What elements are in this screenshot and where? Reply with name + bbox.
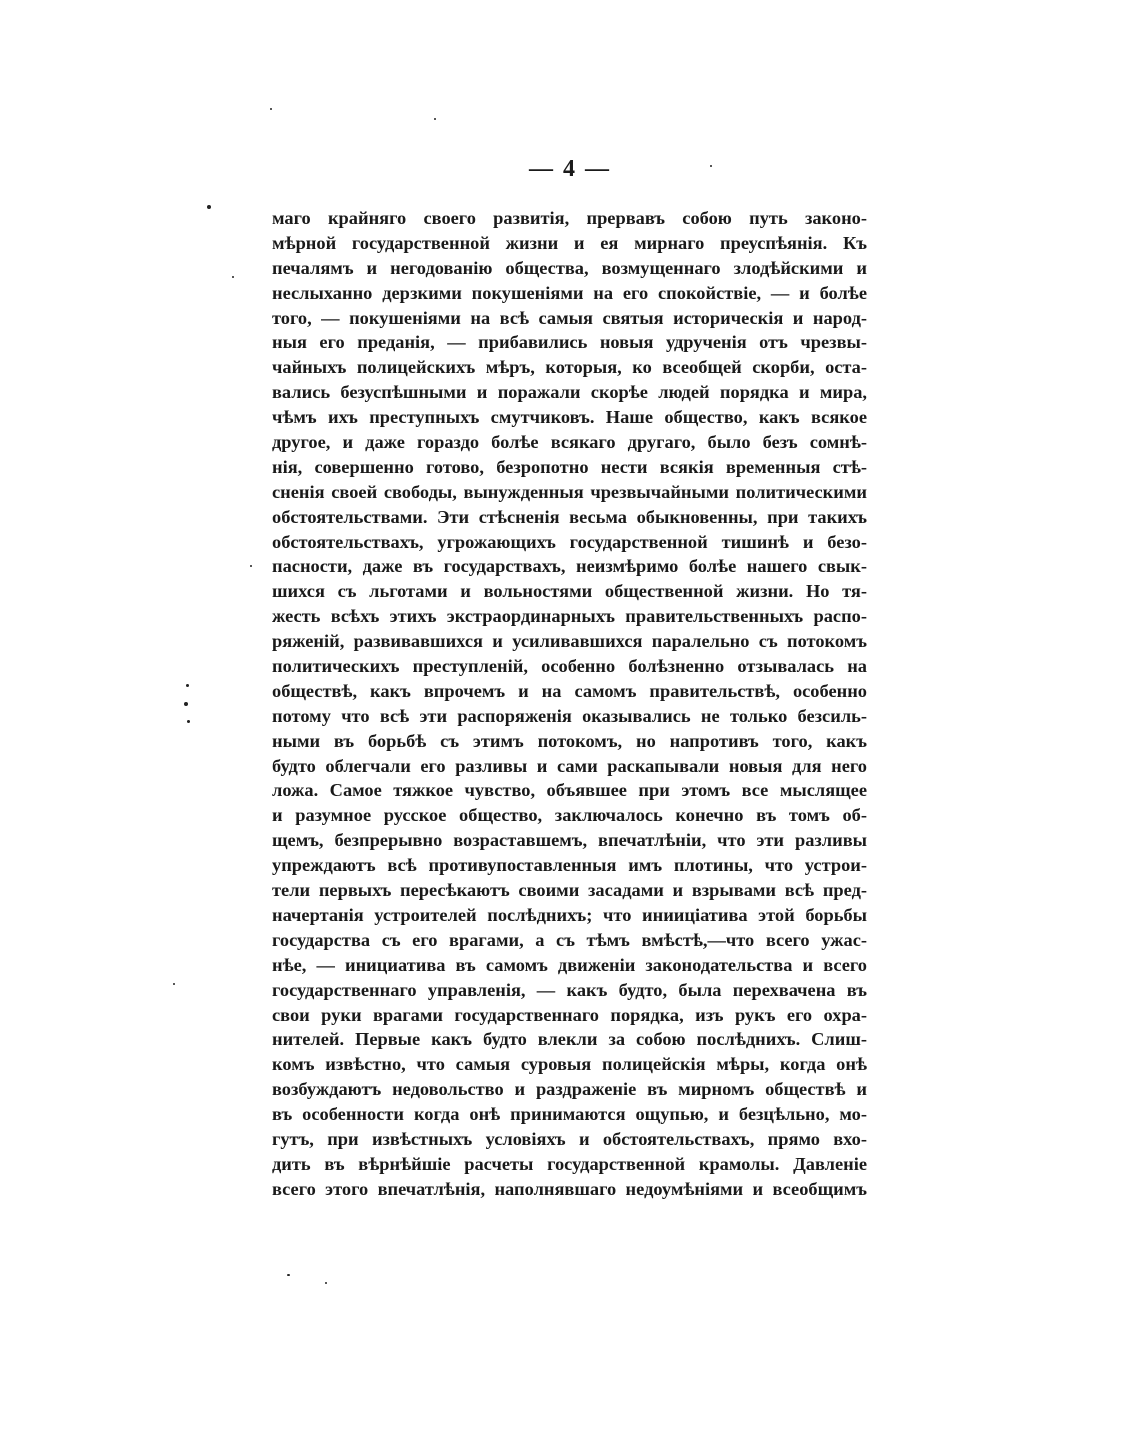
scan-speck bbox=[184, 702, 188, 706]
scan-speck bbox=[186, 684, 189, 687]
text-line: ряженій, развивавшихся и усиливавшихся паралельно съ потокомъ bbox=[272, 631, 867, 652]
text-line: ными въ борьбѣ съ этимъ потокомъ, но напротивъ того, какъ bbox=[272, 730, 867, 751]
text-line: въ особенности когда онѣ принимаются ощупью, и безцѣльно, мо- bbox=[272, 1104, 867, 1125]
text-line: ныя его преданія, — прибавились новыя удрученія отъ чрезвы- bbox=[272, 332, 867, 353]
text-line: свои руки врагами государственнаго порядка, изъ рукъ его охра- bbox=[272, 1004, 867, 1025]
scan-speck bbox=[270, 108, 272, 110]
text-line: будто облегчали его разливы и сами раскапывали новыя для него bbox=[272, 755, 867, 776]
text-line: вались безуспѣшными и поражали скорѣе людей порядка и мира, bbox=[272, 382, 867, 403]
scan-speck bbox=[287, 1274, 290, 1276]
text-line: нѣе, — инициатива въ самомъ движеніи законодательства и всего bbox=[272, 954, 867, 975]
text-line: потому что всѣ эти распоряженія оказывались не только безсиль- bbox=[272, 705, 867, 726]
scan-speck bbox=[173, 983, 175, 985]
text-line: чѣмъ ихъ преступныхъ смутчиковъ. Наше общество, какъ всякое bbox=[272, 407, 867, 428]
text-line: печалямъ и негодованію общества, возмущеннаго злодѣйскими и bbox=[272, 257, 867, 278]
text-line: неслыханно дерзкими покушеніями на его спокойствіе, — и болѣе bbox=[272, 282, 867, 303]
text-line: упреждаютъ всѣ противупоставленныя имъ плотины, что устрои- bbox=[272, 855, 867, 876]
scan-speck bbox=[325, 1282, 327, 1284]
text-line: государства съ его врагами, а съ тѣмъ вмѣстѣ,—что всего ужас- bbox=[272, 929, 867, 950]
text-line: другое, и даже гораздо болѣе всякаго другаго, было безъ сомнѣ- bbox=[272, 432, 867, 453]
scan-speck bbox=[207, 205, 211, 209]
text-line: возбуждаютъ недовольство и раздраженіе въ мирномъ обществѣ и bbox=[272, 1079, 867, 1100]
text-line: и разумное русское общество, заключалось конечно въ томъ об- bbox=[272, 805, 867, 826]
scan-speck bbox=[250, 565, 252, 567]
text-line: того, — покушеніями на всѣ самыя святыя историческія и народ- bbox=[272, 307, 867, 328]
scan-speck bbox=[434, 118, 436, 120]
text-line: обстоятельствахъ, угрожающихъ государственной тишинѣ и безо- bbox=[272, 531, 867, 552]
text-line: ложа. Самое тяжкое чувство, объявшее при этомъ все мыслящее bbox=[272, 780, 867, 801]
text-line: начертанія устроителей послѣднихъ; что инииціатива этой борьбы bbox=[272, 904, 867, 925]
body-text bbox=[272, 206, 867, 1202]
scan-speck bbox=[232, 276, 234, 278]
scan-speck bbox=[187, 720, 190, 723]
text-line: пасности, даже въ государствахъ, неизмѣримо болѣе нашего свык- bbox=[272, 556, 867, 577]
text-line: государственнаго управленія, — какъ будто, была перехвачена въ bbox=[272, 979, 867, 1000]
text-line: дить въ вѣрнѣйшіе расчеты государственной крамолы. Давленіе bbox=[272, 1153, 867, 1174]
text-line: сненія своей свободы, вынужденныя чрезвычайными политическими bbox=[272, 481, 867, 502]
text-line: нителей. Первые какъ будто влекли за собою послѣднихъ. Слиш- bbox=[272, 1029, 867, 1050]
text-line: политическихъ преступленій, особенно болѣзненно отзывалась на bbox=[272, 656, 867, 677]
text-line: нія, совершенно готово, безропотно нести всякія временныя стѣ- bbox=[272, 456, 867, 477]
text-line: щемъ, безпрерывно возраставшемъ, впечатлѣніи, что эти разливы bbox=[272, 830, 867, 851]
text-line: обстоятельствами. Эти стѣсненія весьма обыкновенны, при такихъ bbox=[272, 506, 867, 527]
text-line: жесть всѣхъ этихъ экстраординарныхъ правительственныхъ распо- bbox=[272, 606, 867, 627]
text-line: комъ извѣстно, что самыя суровыя полицейскія мѣры, когда онѣ bbox=[272, 1054, 867, 1075]
text-line: обществѣ, какъ впрочемъ и на самомъ правительствѣ, особенно bbox=[272, 680, 867, 701]
text-line: гутъ, при извѣстныхъ условіяхъ и обстоятельствахъ, прямо вхо- bbox=[272, 1128, 867, 1149]
text-line: чайныхъ полицейскихъ мѣръ, которыя, ко всеобщей скорби, оста- bbox=[272, 357, 867, 378]
text-line: тели первыхъ пересѣкаютъ своими засадами и взрывами всѣ пред- bbox=[272, 880, 867, 901]
page-number: — 4 — bbox=[529, 156, 611, 182]
text-line: всего этого впечатлѣнія, наполнявшаго недоумѣніями и всеобщимъ bbox=[272, 1178, 867, 1199]
text-line: шихся съ льготами и вольностями общественной жизни. Но тя- bbox=[272, 581, 867, 602]
text-line: мѣрной государственной жизни и ея мирнаго преуспѣянія. Къ bbox=[272, 232, 867, 253]
scan-speck bbox=[710, 165, 712, 167]
text-line: маго крайняго своего развитія, прервавъ собою путь законо- bbox=[272, 208, 867, 228]
